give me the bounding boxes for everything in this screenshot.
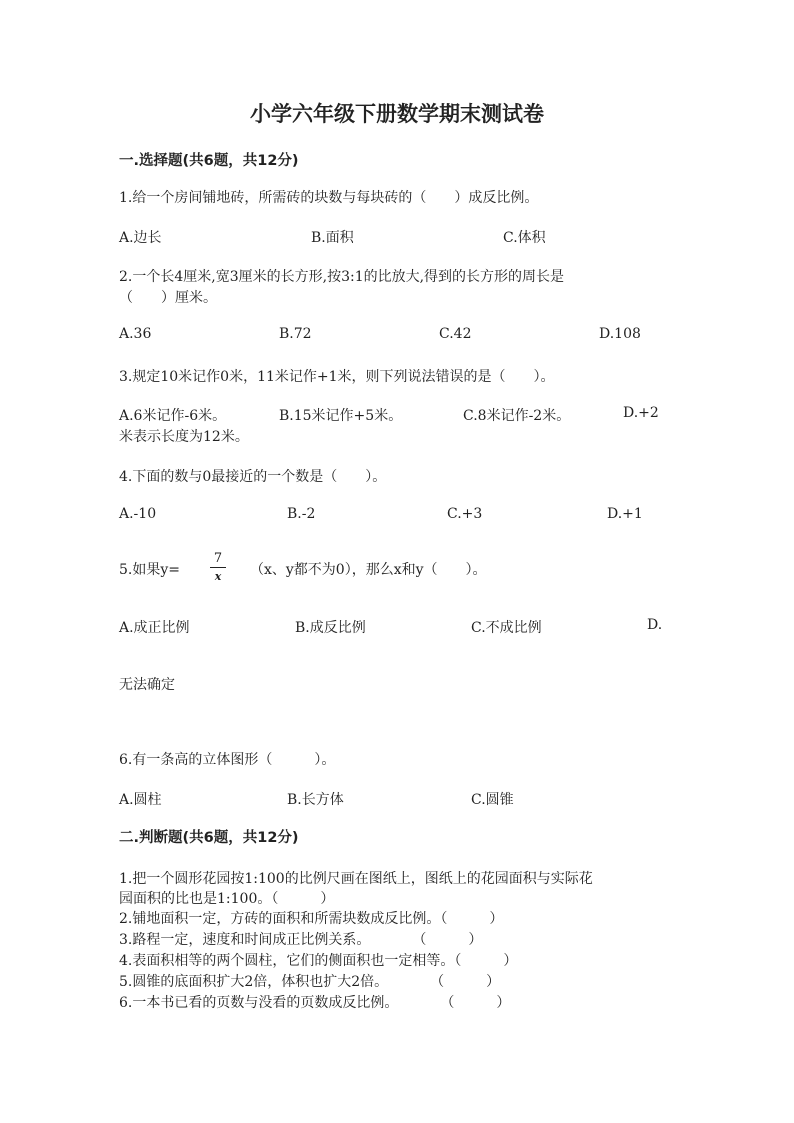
q2-option-d: D.108 <box>599 326 641 342</box>
q5-option-c: C.不成比例 <box>471 620 542 636</box>
fraction-denominator: x <box>214 570 222 583</box>
section-heading-choice: 一.选择题(共6题，共12分) <box>119 153 299 169</box>
q3-option-d: D.+2 <box>623 405 659 421</box>
q6-option-c: C.圆锥 <box>471 792 514 808</box>
section-heading-judgement: 二.判断题(共6题，共12分) <box>119 830 299 846</box>
q3-option-d-continuation: 米表示长度为12米。 <box>119 429 249 445</box>
question-2-line-2: （ ）厘米。 <box>119 290 217 306</box>
judgement-item-4: 4.表面积相等的两个圆柱，它们的侧面积也一定相等。（ ） <box>119 953 518 969</box>
judgement-item-3: 3.路程一定，速度和时间成正比例关系。 （ ） <box>119 932 483 948</box>
fraction-numerator: 7 <box>210 552 226 568</box>
q4-option-c: C.+3 <box>447 506 483 522</box>
q5-option-b: B.成反比例 <box>295 620 366 636</box>
q6-option-a: A.圆柱 <box>119 792 162 808</box>
q4-option-a: A.-10 <box>119 506 157 522</box>
question-5-prefix: 5.如果y= <box>119 562 180 578</box>
q2-option-a: A.36 <box>119 326 152 342</box>
q5-option-d-continuation: 无法确定 <box>119 677 175 693</box>
question-4: 4.下面的数与0最接近的一个数是（ ）。 <box>119 469 387 485</box>
q4-option-b: B.-2 <box>287 506 316 522</box>
judgement-item-1-line-1: 1.把一个圆形花园按1:100的比例尺画在图纸上，图纸上的花园面积与实际花 <box>119 871 593 887</box>
q5-option-a: A.成正比例 <box>119 620 190 636</box>
fraction-seven-over-x <box>210 552 226 582</box>
q3-option-c: C.8米记作-2米。 <box>463 408 571 424</box>
judgement-item-6: 6.一本书已看的页数与没看的页数成反比例。 （ ） <box>119 995 511 1011</box>
q1-option-c: C.体积 <box>503 230 546 246</box>
question-2-line-1: 2.一个长4厘米,宽3厘米的长方形,按3:1的比放大,得到的长方形的周长是 <box>119 269 565 285</box>
q6-option-b: B.长方体 <box>287 792 344 808</box>
q3-option-a: A.6米记作-6米。 <box>119 408 227 424</box>
judgement-item-1-line-2: 园面积的比也是1:100。（ ） <box>119 891 335 907</box>
judgement-item-5: 5.圆锥的底面积扩大2倍，体积也扩大2倍。 （ ） <box>119 974 501 990</box>
q1-option-a: A.边长 <box>119 230 162 246</box>
page-title: 小学六年级下册数学期末测试卷 <box>250 102 544 126</box>
question-6: 6.有一条高的立体图形（ ）。 <box>119 752 336 768</box>
q1-option-b: B.面积 <box>311 230 354 246</box>
judgement-item-2: 2.铺地面积一定，方砖的面积和所需块数成反比例。（ ） <box>119 911 504 927</box>
question-3: 3.规定10米记作0米，11米记作+1米，则下列说法错误的是（ ）。 <box>119 369 555 385</box>
q2-option-c: C.42 <box>439 326 472 342</box>
q5-option-d: D. <box>647 617 663 633</box>
q3-option-b: B.15米记作+5米。 <box>279 408 403 424</box>
q4-option-d: D.+1 <box>607 506 643 522</box>
q2-option-b: B.72 <box>279 326 312 342</box>
question-5-suffix: （x、y都不为0），那么x和y（ ）。 <box>250 562 487 578</box>
question-1: 1.给一个房间铺地砖，所需砖的块数与每块砖的（ ）成反比例。 <box>119 190 539 206</box>
